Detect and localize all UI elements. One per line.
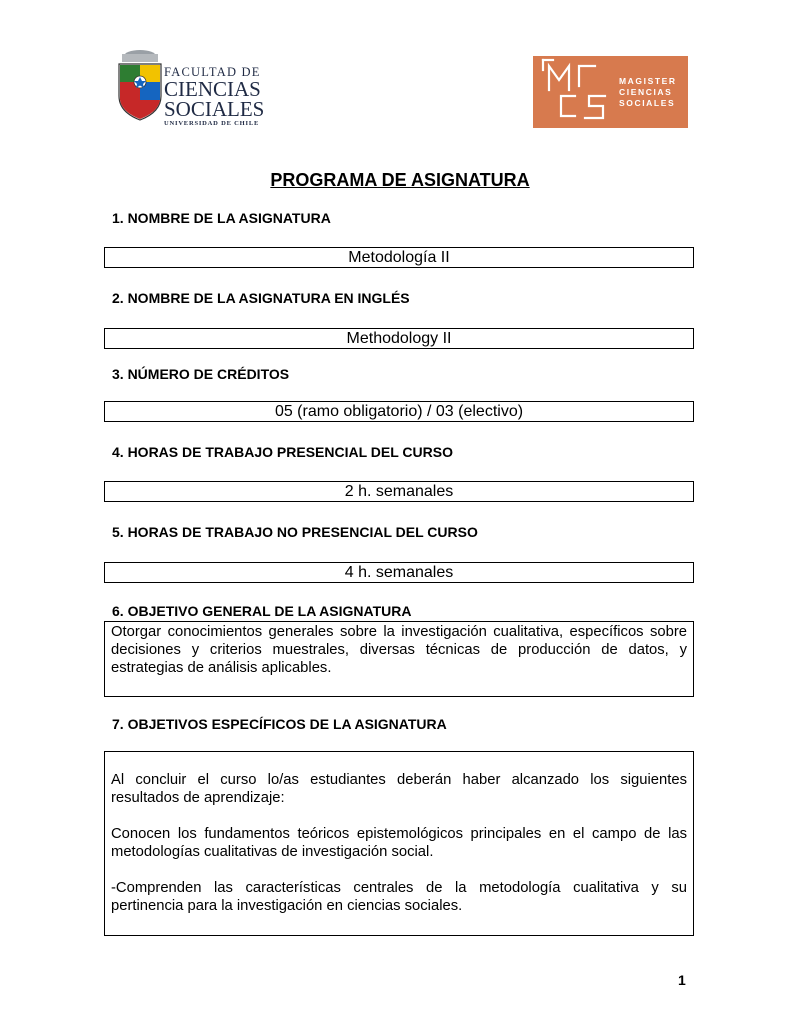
section-4-heading: 4. HORAS DE TRABAJO PRESENCIAL DEL CURSO xyxy=(112,444,453,460)
section-3-heading: 3. NÚMERO DE CRÉDITOS xyxy=(112,366,290,382)
mcs-monogram-icon xyxy=(539,56,619,128)
section-6-heading: 6. OBJETIVO GENERAL DE LA ASIGNATURA xyxy=(112,603,412,619)
section-3-value-box xyxy=(104,401,694,422)
section-1-value-box xyxy=(104,247,694,268)
section-4-value: 2 h. semanales xyxy=(344,483,454,500)
faculty-logo-text xyxy=(164,66,284,128)
section-7-paragraph-3: -Comprenden las características centrales de la metodología cualitativa y su pertinencia para la investigación en ciencias sociales. xyxy=(111,880,687,914)
university-shield-icon xyxy=(112,46,168,126)
page-number: 1 xyxy=(678,972,686,988)
magister-logo-line3: SOCIALES xyxy=(619,98,676,108)
section-3-value: 05 (ramo obligatorio) / 03 (electivo) xyxy=(274,403,524,420)
section-2-value-box xyxy=(104,328,694,349)
section-6-text: Otorgar conocimientos generales sobre la investigación cualitativa, específicos sobre decisiones y criterios muestrales, diversas técnicas de producción de datos, y estrategias de análisis aplicables. xyxy=(111,624,687,676)
section-1-value: Metodología II xyxy=(348,249,450,266)
section-5-value-box xyxy=(104,562,694,583)
section-7-paragraph-1: Al concluir el curso lo/as estudiantes deberán haber alcanzado los siguientes resultados de aprendizaje: xyxy=(111,772,687,806)
faculty-logo-line4: UNIVERSIDAD DE CHILE xyxy=(164,120,260,127)
magister-logo xyxy=(533,56,688,128)
section-2-value: Methodology II xyxy=(346,330,452,347)
section-7-text-box xyxy=(104,751,694,936)
section-1-heading: 1. NOMBRE DE LA ASIGNATURA xyxy=(112,210,331,226)
section-5-heading: 5. HORAS DE TRABAJO NO PRESENCIAL DEL CURSO xyxy=(112,524,478,540)
magister-logo-text xyxy=(619,76,677,109)
magister-logo-line2: CIENCIAS xyxy=(619,87,673,97)
section-7-heading: 7. OBJETIVOS ESPECÍFICOS DE LA ASIGNATURA xyxy=(112,716,447,732)
section-4-value-box xyxy=(104,481,694,502)
magister-logo-line1: MAGISTER xyxy=(619,76,677,86)
document-title: PROGRAMA DE ASIGNATURA xyxy=(270,170,530,190)
faculty-logo-line3: SOCIALES xyxy=(164,97,265,121)
faculty-logo-line2: CIENCIAS xyxy=(164,77,261,101)
section-2-heading: 2. NOMBRE DE LA ASIGNATURA EN INGLÉS xyxy=(112,290,410,306)
section-7-paragraph-2: Conocen los fundamentos teóricos epistemológicos principales en el campo de las metodologías cualitativas de investigación social. xyxy=(111,826,687,860)
section-5-value: 4 h. semanales xyxy=(344,564,454,581)
faculty-logo-line1: FACULTAD DE xyxy=(164,65,261,79)
section-6-text-box xyxy=(104,621,694,697)
